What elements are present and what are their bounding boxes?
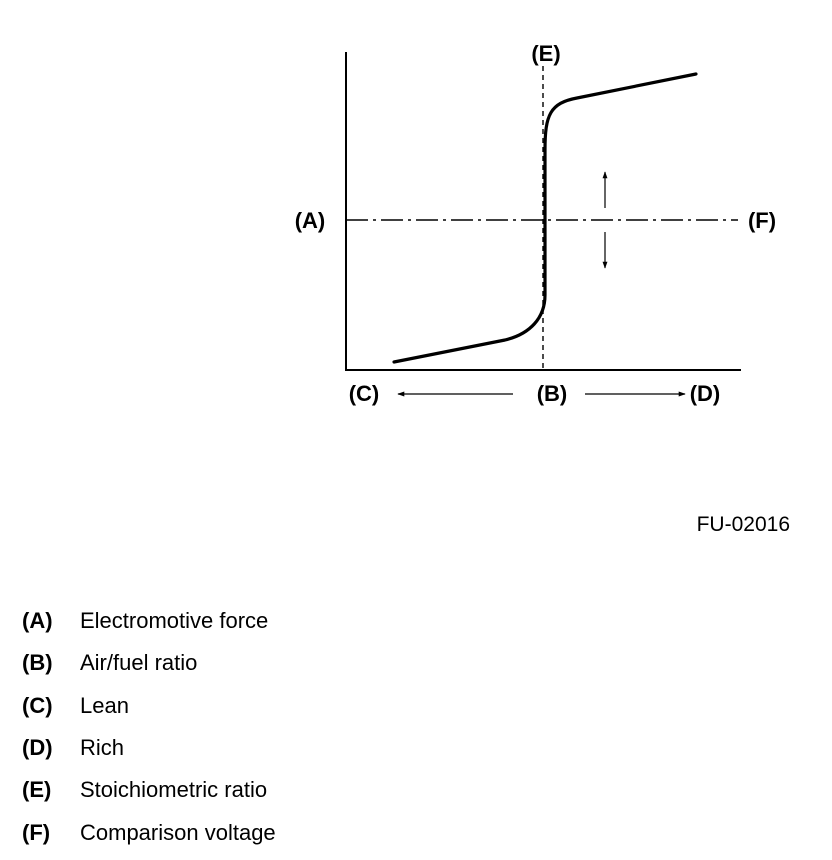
legend-item-a [22, 600, 522, 642]
legend-item-c [22, 685, 522, 727]
label-f: (F) [747, 208, 777, 233]
legend-item-f [22, 811, 522, 853]
legend-text: Electromotive force [80, 608, 269, 634]
label-a: (A) [294, 208, 326, 233]
figure-code: FU-02016 [696, 513, 790, 536]
legend-text: Lean [80, 692, 129, 718]
label-e: (E) [531, 41, 561, 66]
legend-key: (C) [22, 692, 53, 718]
legend-item-e [22, 769, 522, 811]
label-b: (B) [536, 381, 568, 406]
sensor-output-curve [394, 74, 696, 362]
legend-text: Stoichiometric ratio [80, 777, 268, 803]
label-c: (C) [348, 381, 380, 406]
legend-item-b [22, 642, 522, 684]
legend-key: (E) [22, 777, 52, 803]
legend-text: Comparison voltage [80, 819, 276, 845]
label-d: (D) [689, 381, 721, 406]
legend [22, 600, 522, 854]
legend-text: Rich [80, 735, 125, 761]
legend-key: (D) [22, 735, 53, 761]
legend-text: Air/fuel ratio [80, 650, 198, 676]
legend-key: (B) [22, 650, 53, 676]
legend-key: (F) [22, 819, 51, 845]
legend-key: (A) [22, 608, 53, 634]
legend-item-d [22, 727, 522, 769]
